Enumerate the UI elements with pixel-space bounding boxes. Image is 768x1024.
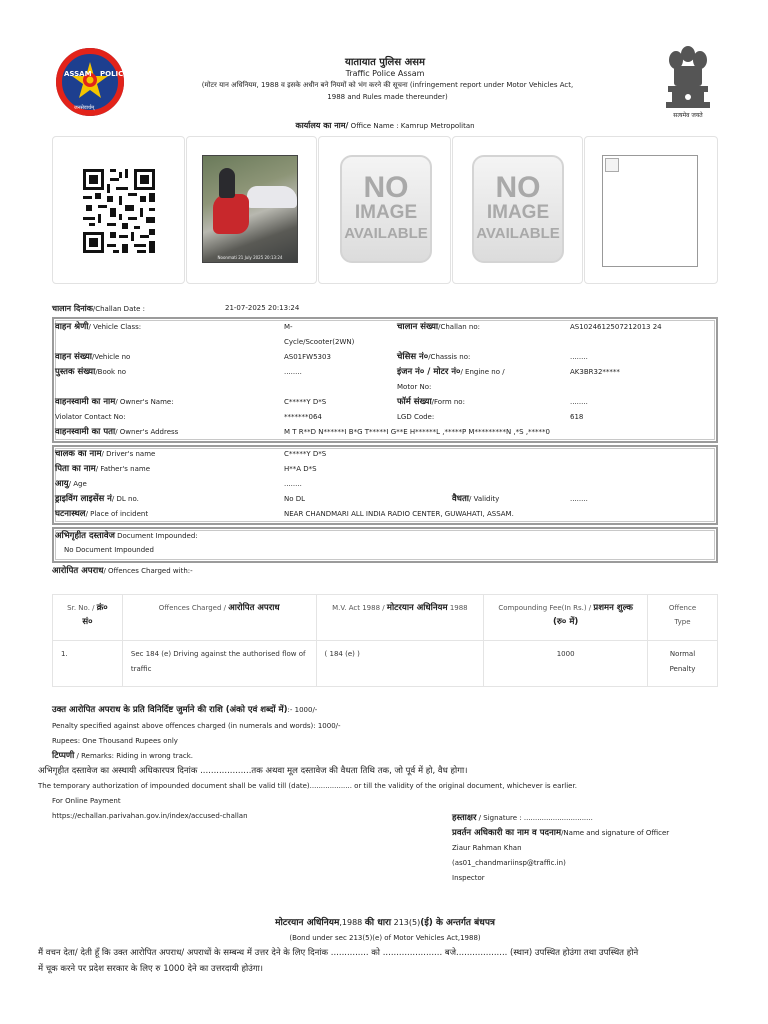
dl-no-value: No DL xyxy=(284,495,306,503)
office-value: Office Name : Kamrup Metropolitan xyxy=(348,122,475,130)
penalty-line-en: Penalty specified against above offences charged (in numerals and words): 1000/- xyxy=(52,722,341,730)
vehicle-class-value: M- xyxy=(284,323,293,331)
officer-label: प्रवर्तन अधिकारी का नाम व पदनाम/Name and signature of Officer xyxy=(452,828,670,838)
officer-email: (as01_chandmariinsp@traffic.in) xyxy=(452,859,566,867)
online-payment-link[interactable]: https://echallan.parivahan.gov.in/index/accused-challan xyxy=(52,812,248,820)
lgd-code-value: 618 xyxy=(570,413,584,421)
dl-no-label: ड्राइविंग लाइसेंस नं/ DL no. xyxy=(55,494,139,504)
impound-label: अभिगृहीत दस्तावेज Document Impounded: xyxy=(55,531,198,541)
col-header-sr: Sr. No. / क्रं० सं० xyxy=(53,595,123,641)
challan-date-label: चालान दिनांक/Challan Date : xyxy=(52,304,145,313)
bond-title-en: (Bond under sec 213(5)(e) of Motor Vehicles Act,1988) xyxy=(289,934,481,942)
challan-no-label: चालान संख्या/Challan no: xyxy=(397,322,480,332)
office-label: कार्यालय का नाम/ xyxy=(295,121,349,130)
table-header-row xyxy=(53,595,718,641)
cell-fee: 1000 xyxy=(484,641,648,687)
engine-no-label-2: Motor No: xyxy=(397,383,432,391)
vehicle-class-value-2: Cycle/Scooter(2WN) xyxy=(284,338,355,346)
col-header-fee: Compounding Fee(In Rs.) / प्रशमन शुल्क (रु० में) xyxy=(484,595,648,641)
bond-title: मोटरयान अधिनियम,1988 की धारा 213(5)(ई) के अन्तर्गत बंधपत्र xyxy=(275,918,495,928)
owner-name-label: वाहनस्वामी का नाम/ Owner's Name: xyxy=(55,397,174,407)
bond-text-2: में चूक करने पर प्रदेश सरकार के लिए रु 1000 देने का उत्तरदायी होउंगा। xyxy=(38,964,264,974)
owner-name-value: C*****Y D*S xyxy=(284,398,327,406)
emblem-motto: सत्यमेव जयते xyxy=(673,112,703,119)
photo-timestamp: Noonmati 21 July 2025 20:13:24 xyxy=(217,255,283,260)
cell-type: Normal Penalty xyxy=(648,641,718,687)
cell-sr: 1. xyxy=(53,641,123,687)
vehicle-no-label: वाहन संख्या/Vehicle no xyxy=(55,352,131,362)
online-payment-label: For Online Payment xyxy=(52,797,121,805)
owner-address-label: वाहनस्वामी का पता/ Owner's Address xyxy=(55,427,179,437)
no-image-placeholder-1: NO IMAGE AVAILABLE xyxy=(340,155,432,263)
national-emblem-icon xyxy=(662,44,714,110)
father-name-value: H**A D*S xyxy=(284,465,317,473)
contact-no-value: *******064 xyxy=(284,413,322,421)
book-no-value: ........ xyxy=(284,368,302,376)
vehicle-no-value: AS01FW5303 xyxy=(284,353,331,361)
cell-act: ( 184 (e) ) xyxy=(316,641,484,687)
owner-address-value: M T R**D N******I B*G T*****I G**E H******L ,*****P M*********N ,*S ,*****0 xyxy=(284,428,550,436)
penalty-words: Rupees: One Thousand Rupees only xyxy=(52,737,178,745)
officer-name: Ziaur Rahman Khan xyxy=(452,844,522,852)
cell-offence: Sec 184 (e) Driving against the authorised flow of traffic xyxy=(122,641,316,687)
header-description xyxy=(195,79,580,103)
header-title-hi: यातायात पुलिस असम xyxy=(345,57,425,68)
broken-image-icon xyxy=(602,155,698,267)
chassis-no-label: चेसिस नं०/Chassis no: xyxy=(397,352,471,362)
form-no-label: फॉर्म संख्या/Form no: xyxy=(397,397,465,407)
impound-value: No Document Impounded xyxy=(64,546,154,554)
place-label: घटनास्थल/ Place of incident xyxy=(55,509,149,519)
offences-label: आरोपित अपराध/ Offences Charged with:- xyxy=(52,566,193,576)
book-no-label: पुस्तक संख्या/Book no xyxy=(55,367,127,377)
car-shape xyxy=(247,186,297,208)
driver-name-value: C*****Y D*S xyxy=(284,450,327,458)
form-no-value: ........ xyxy=(570,398,588,406)
col-header-type: Offence Type xyxy=(648,595,718,641)
temporary-authorization-en: The temporary authorization of impounded document shall be valid till (date)................... or till the validity of the original document, whichever is earlier. xyxy=(38,782,577,790)
temporary-authorization-hi: अभिगृहीत दस्तावेज का अस्थायी अधिकारपत्र दिनांक ...................तक अथवा मूल दस्तावेज की वैधता तिथि तक, जो पूर्व में हो, वैध होगा। xyxy=(38,766,468,776)
violation-photo[interactable] xyxy=(202,155,298,263)
penalty-line-hi: उक्त आरोपित अपराध के प्रति विनिर्दिष्ट जुर्माने की राशि (अंको एवं शब्दों में):- 1000/- xyxy=(52,705,318,715)
rider-shape xyxy=(219,168,235,198)
vehicle-details-box xyxy=(52,317,718,443)
logo-text-side: POLICE xyxy=(100,70,128,78)
office-name xyxy=(200,120,570,131)
engine-no-value: AK3BR32***** xyxy=(570,368,620,376)
vehicle-class-label: वाहन श्रेणी/ Vehicle Class: xyxy=(55,322,142,332)
logo-text-top: ASSAM xyxy=(64,70,92,78)
col-header-offence: Offences Charged / आरोपित अपराध xyxy=(122,595,316,641)
header-desc-en: (infringement report under Motor Vehicles Act, 1988 and Rules made thereunder) xyxy=(327,81,574,101)
officer-designation: Inspector xyxy=(452,874,485,882)
father-name-label: पिता का नाम/ Father's name xyxy=(55,464,151,474)
table-row xyxy=(53,641,718,687)
contact-no-label: Violator Contact No: xyxy=(55,413,126,421)
assam-police-logo xyxy=(52,46,128,118)
challan-date-value: 21-07-2025 20:13:24 xyxy=(225,304,300,312)
validity-label: वैधता/ Validity xyxy=(452,494,500,504)
validity-value: ........ xyxy=(570,495,588,503)
header-title-en: Traffic Police Assam xyxy=(345,69,425,78)
bond-text-1: मैं वचन देता/ देती हूँ कि उक्त आरोपित अपराध/ अपराधों के सम्बन्ध में उत्तर देने के लिए दिनांक .............. को ...................... बजे................... (स्थान) उपस्थित होउंगा तथा उपस्थित होने xyxy=(38,948,639,958)
logo-text-bottom: जनसेवार्थम् xyxy=(74,105,95,111)
age-label: आयु/ Age xyxy=(55,479,87,489)
chassis-no-value: ........ xyxy=(570,353,588,361)
header-desc-hi: (मोटर यान अधिनियम, 1988 व इसके अधीन बने नियमों को भंग करने की सूचना xyxy=(201,81,408,89)
scooter-shape xyxy=(213,194,249,234)
remarks: टिप्पणी / Remarks: Riding in wrong track. xyxy=(52,751,194,761)
lgd-code-label: LGD Code: xyxy=(397,413,435,421)
no-image-placeholder-2: NO IMAGE AVAILABLE xyxy=(472,155,564,263)
qr-code-icon[interactable] xyxy=(80,165,158,257)
place-value: NEAR CHANDMARI ALL INDIA RADIO CENTER, GUWAHATI, ASSAM. xyxy=(284,510,514,518)
offences-table xyxy=(52,594,718,687)
age-value: ........ xyxy=(284,480,302,488)
engine-no-label: इंजन नं० / मोटर नं०/ Engine no / xyxy=(397,367,505,377)
driver-name-label: चालक का नाम/ Driver's name xyxy=(55,449,156,459)
col-header-mv-act: M.V. Act 1988 / मोटरयान अधिनियम 1988 xyxy=(316,595,484,641)
challan-no-value: AS1024612507212013 24 xyxy=(570,323,662,331)
signature-line: हस्ताक्षर / Signature : ............................... xyxy=(452,813,593,823)
